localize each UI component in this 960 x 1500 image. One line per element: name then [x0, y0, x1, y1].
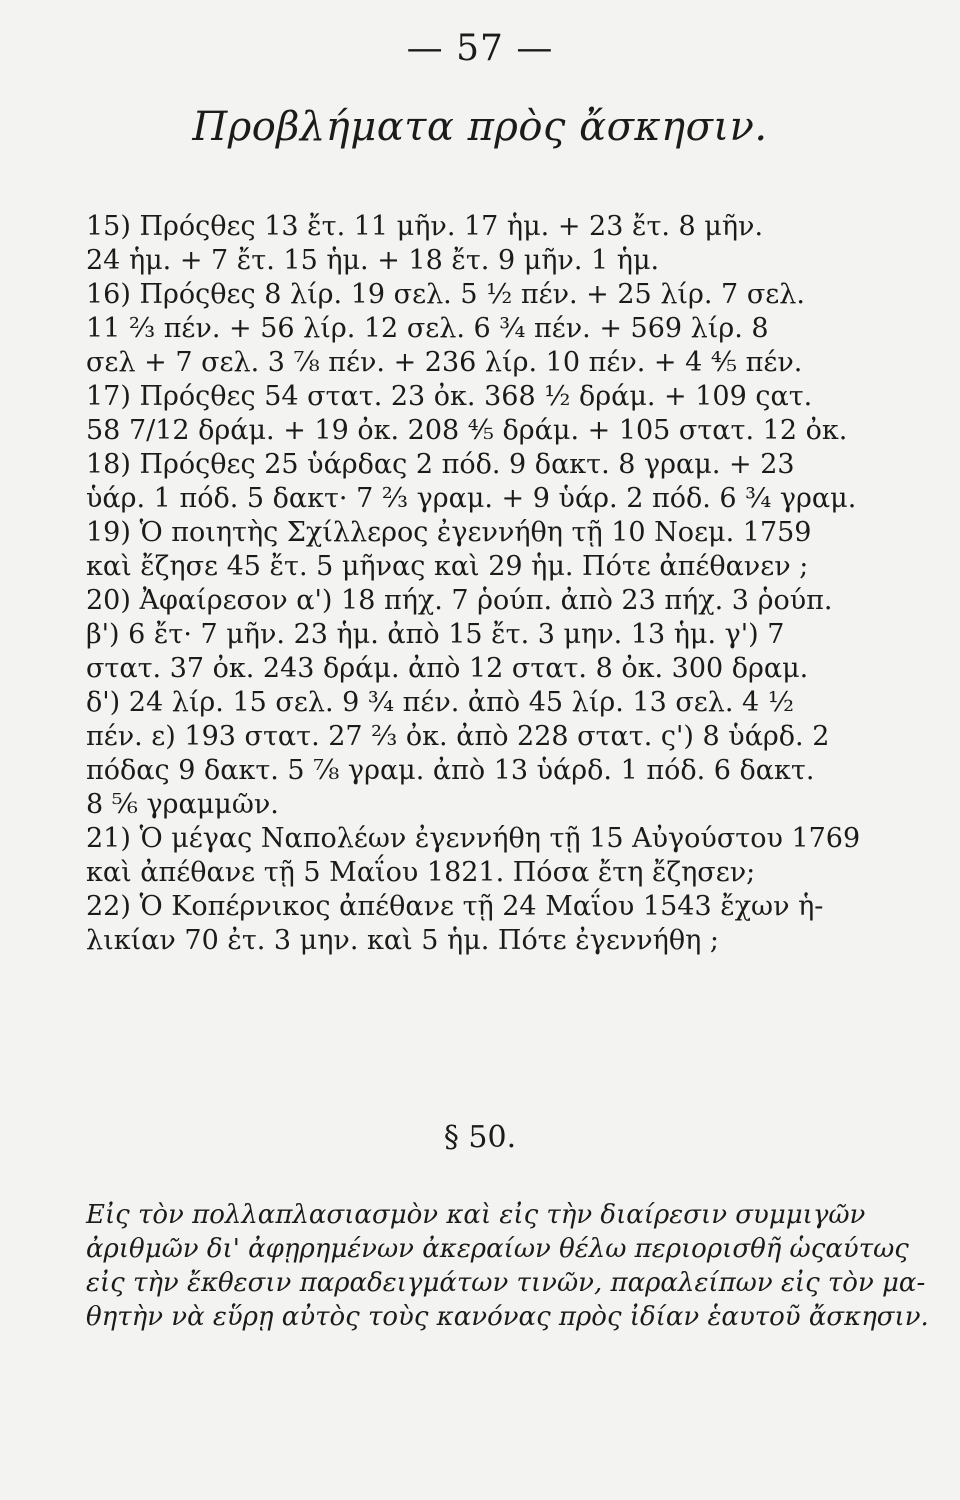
problem-line: δ') 24 λίρ. 15 σελ. 9 ¾ πέν. ἀπὸ 45 λίρ. 13 σελ. 4 ½: [86, 687, 794, 718]
problem-line: ὑάρ. 1 πόδ. 5 δακτ· 7 ⅔ γραμ. + 9 ὑάρ. 2 πόδ. 6 ¾ γραμ.: [86, 483, 857, 514]
section-heading: Προβλήματα πρὸς ἄσκησιν.: [192, 104, 768, 150]
problem-line: σελ + 7 σελ. 3 ⅞ πέν. + 236 λίρ. 10 πέν. + 4 ⅘ πέν.: [86, 347, 803, 378]
problem-line: 11 ⅔ πέν. + 56 λίρ. 12 σελ. 6 ¾ πέν. + 569 λίρ. 8: [86, 313, 769, 344]
problem-line: καὶ ἔζησε 45 ἔτ. 5 μῆνας καὶ 29 ἡμ. Πότε ἀπέθανεν ;: [86, 551, 809, 582]
problem-line: 20) Ἀφαίρεσον α') 18 πήχ. 7 ῥούπ. ἀπὸ 23 πήχ. 3 ῥούπ.: [86, 585, 833, 616]
section-intro-paragraph: [86, 1198, 929, 1334]
exercise-problems: [86, 210, 886, 958]
problem-line: πέν. ε) 193 στατ. 27 ⅔ ὀκ. ἀπὸ 228 στατ. ς') 8 ὑάρδ. 2: [86, 721, 830, 752]
problem-line: 17) Πρόςθες 54 στατ. 23 ὀκ. 368 ½ δράμ. + 109 ςατ.: [86, 381, 813, 412]
problem-line: στατ. 37 ὀκ. 243 δράμ. ἀπὸ 12 στατ. 8 ὀκ. 300 δραμ.: [86, 653, 809, 684]
problem-line: 19) Ὁ ποιητὴς Σχίλλερος ἐγεννήθη τῇ 10 Νοεμ. 1759: [86, 517, 812, 548]
section-number: § 50.: [443, 1120, 517, 1155]
intro-line: Εἰς τὸν πολλαπλασιασμὸν καὶ εἰς τὴν διαίρεσιν συμμιγῶν: [86, 1200, 866, 1230]
intro-line: εἰς τὴν ἔκθεσιν παραδειγμάτων τινῶν, παραλείπων εἰς τὸν μα-: [86, 1268, 926, 1298]
problem-line: λικίαν 70 ἐτ. 3 μην. καὶ 5 ἡμ. Πότε ἐγεννήθη ;: [86, 925, 719, 956]
problem-line: 22) Ὁ Κοπέρνικος ἀπέθανε τῇ 24 Μαΐου 1543 ἔχων ἡ-: [86, 891, 824, 922]
intro-line: θητὴν νὰ εὕρῃ αὐτὸς τοὺς κανόνας πρὸς ἰδίαν ἑαυτοῦ ἄσκησιν.: [86, 1302, 929, 1332]
problem-line: 18) Πρόςθες 25 ὑάρδας 2 πόδ. 9 δακτ. 8 γραμ. + 23: [86, 449, 795, 480]
problem-line: β') 6 ἔτ· 7 μῆν. 23 ἡμ. ἀπὸ 15 ἔτ. 3 μην. 13 ἡμ. γ') 7: [86, 619, 785, 650]
problem-line: 58 7/12 δράμ. + 19 ὀκ. 208 ⅘ δράμ. + 105 στατ. 12 ὀκ.: [86, 415, 848, 446]
problem-line: 16) Πρόςθες 8 λίρ. 19 σελ. 5 ½ πέν. + 25 λίρ. 7 σελ.: [86, 279, 805, 310]
page-number: — 57 —: [406, 28, 554, 69]
problem-line: 8 ⅚ γραμμῶν.: [86, 789, 279, 820]
problem-line: 24 ἡμ. + 7 ἔτ. 15 ἡμ. + 18 ἔτ. 9 μῆν. 1 ἡμ.: [86, 245, 660, 276]
problem-line: καὶ ἀπέθανε τῇ 5 Μαΐου 1821. Πόσα ἔτη ἔζησεν;: [86, 857, 756, 888]
problem-line: 15) Πρόςθες 13 ἔτ. 11 μῆν. 17 ἡμ. + 23 ἔτ. 8 μῆν.: [86, 211, 764, 242]
intro-line: ἀριθμῶν δι' ἀφῃρημένων ἀκεραίων θέλω περιορισθῆ ὡςαύτως: [86, 1234, 909, 1264]
problem-line: 21) Ὁ μέγας Ναπολέων ἐγεννήθη τῇ 15 Αὐγούστου 1769: [86, 823, 861, 854]
problem-line: πόδας 9 δακτ. 5 ⅞ γραμ. ἀπὸ 13 ὑάρδ. 1 πόδ. 6 δακτ.: [86, 755, 815, 786]
